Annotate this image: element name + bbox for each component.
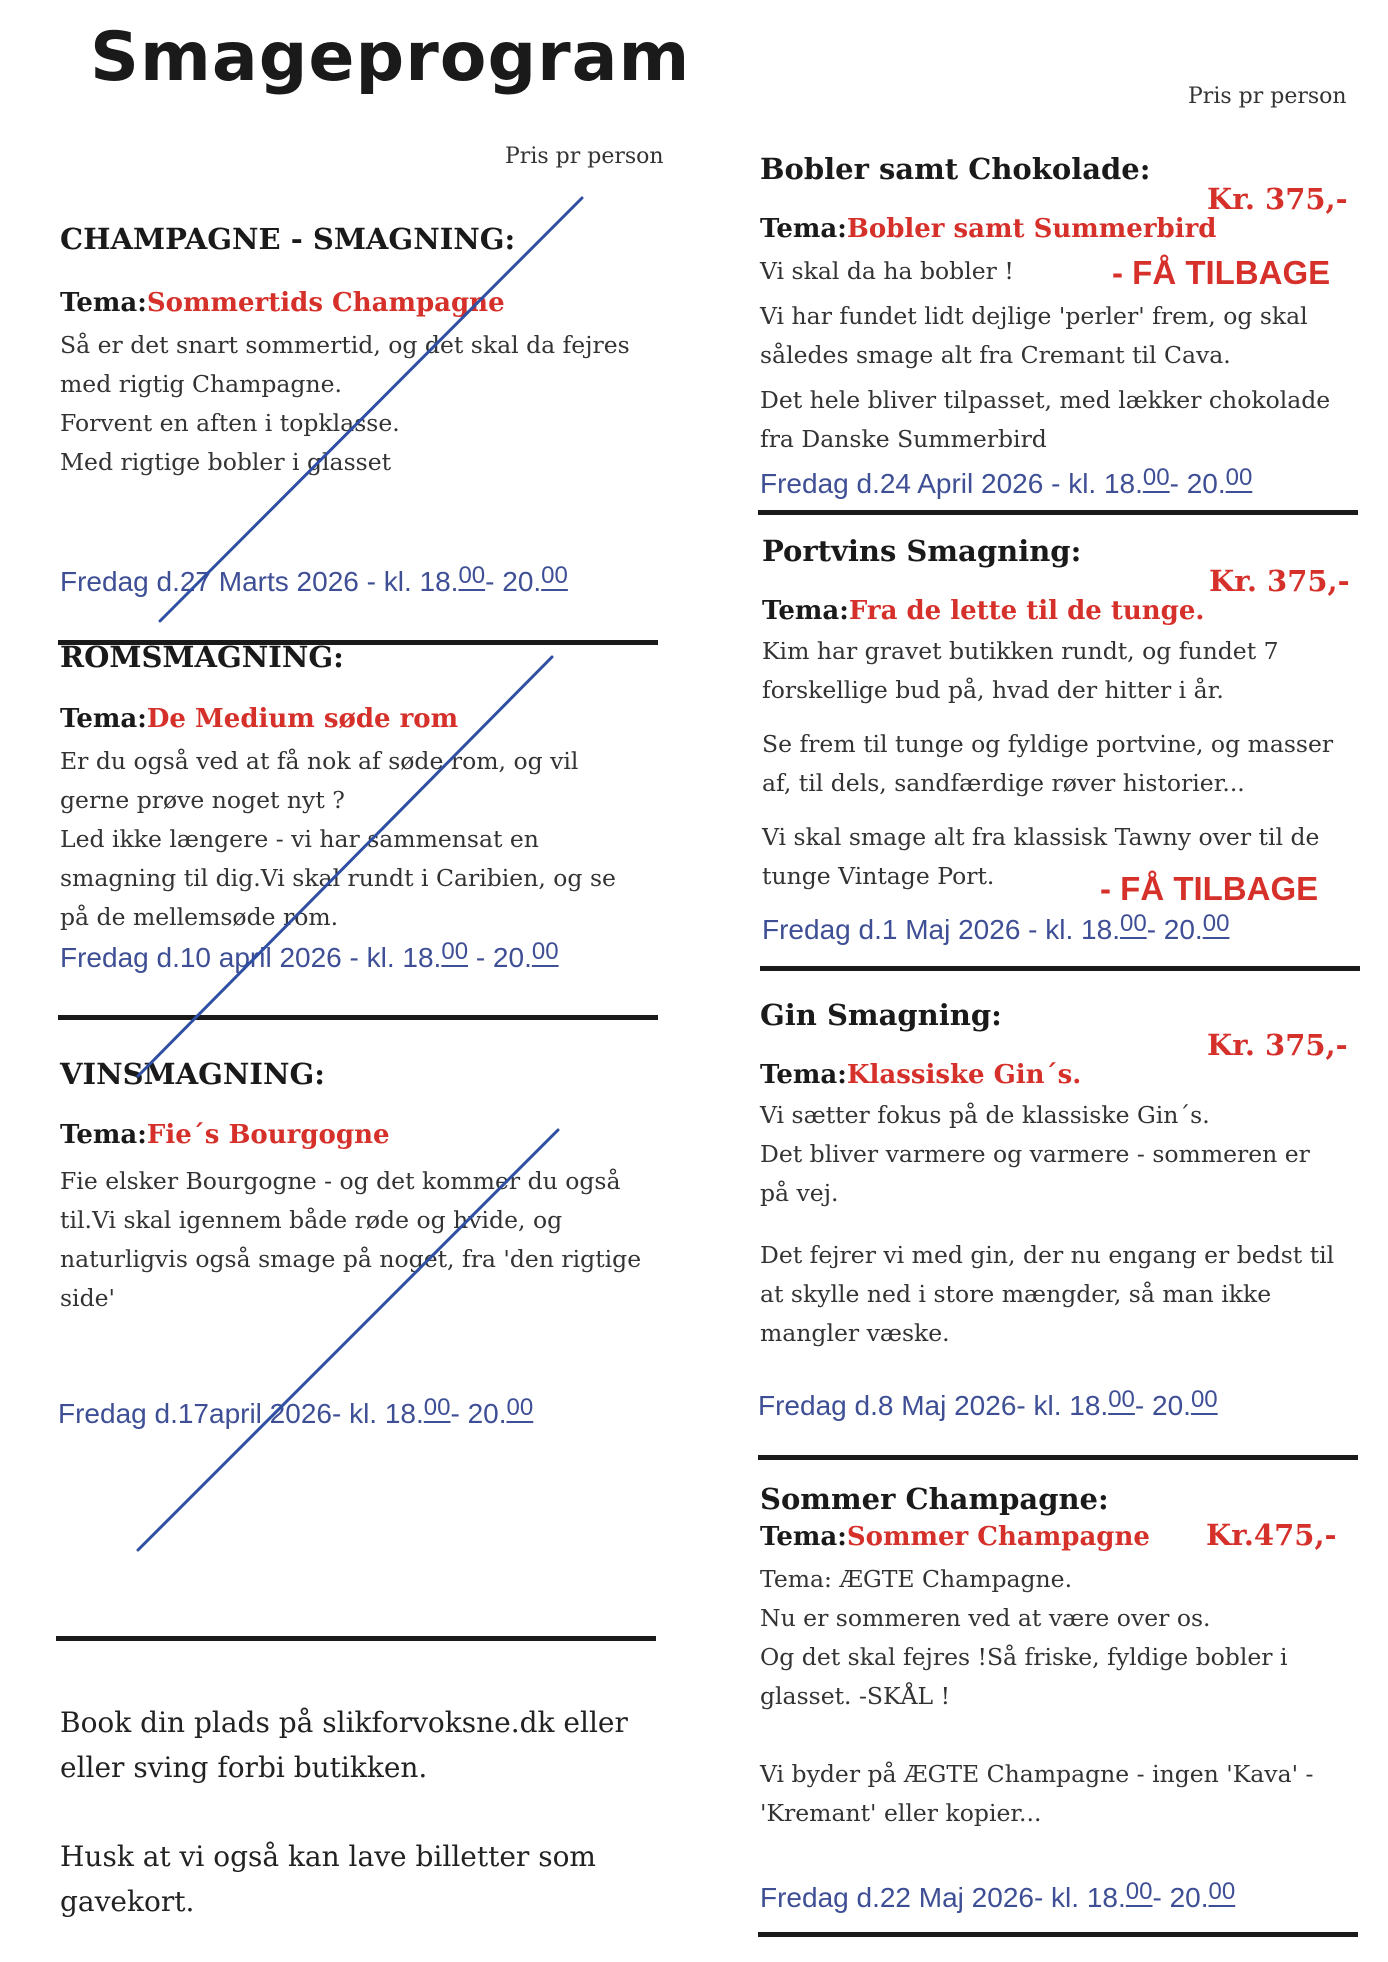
tema-value: Sommer Champagne (846, 1522, 1150, 1552)
date-mid: - 20. (1146, 914, 1203, 945)
date-mid: - 20. (485, 566, 542, 597)
description-line: Det hele bliver tilpasset, med lækker chokolade (760, 386, 1331, 414)
date-minutes: 00 (506, 1394, 534, 1421)
strike-line-champagne (160, 198, 582, 621)
description-line: Så er det snart sommertid, og det skal da fejres (60, 331, 630, 359)
description-line: Fie elsker Bourgogne - og det kommer du også (60, 1167, 621, 1195)
tema-label: Tema: (60, 1120, 147, 1150)
description-line: med rigtig Champagne. (60, 370, 342, 398)
date-minutes: 00 (1142, 464, 1170, 491)
date-mid: - 20. (1152, 1882, 1209, 1913)
date-text: Fredag d.27 Marts 2026 - kl. 18. (60, 566, 459, 597)
description-line: 'Kremant' eller kopier... (760, 1799, 1042, 1827)
description-line: Og det skal fejres !Så friske, fyldige bobler i (760, 1643, 1288, 1671)
description-line: Er du også ved at få nok af søde rom, og vil (60, 747, 579, 775)
description-line: således smage alt fra Cremant til Cava. (760, 341, 1231, 369)
description-line: Det bliver varmere og varmere - sommeren er (760, 1140, 1310, 1168)
date-minutes: 00 (1125, 1878, 1153, 1905)
price-label-left: Pris pr person (505, 144, 664, 169)
description-line: mangler væske. (760, 1319, 950, 1347)
page-title: Smageprogram (90, 18, 691, 97)
tema-label: Tema: (762, 596, 849, 626)
description-line: Vi skal smage alt fra klassisk Tawny over til de (762, 823, 1320, 851)
date-minutes: 00 (1119, 910, 1147, 937)
description-line: Se frem til tunge og fyldige portvine, og masser (762, 730, 1334, 758)
date-minutes: 00 (541, 562, 568, 589)
price-label-right: Pris pr person (1188, 84, 1347, 109)
booking-line: eller sving forbi butikken. (60, 1751, 428, 1784)
date-text: Fredag d.24 April 2026 - kl. 18. (760, 468, 1143, 499)
tema-value: Sommertids Champagne (146, 288, 505, 318)
date-mid: - 20. (450, 1398, 507, 1429)
description-line: til.Vi skal igennem både røde og hvide, og (60, 1206, 563, 1234)
description-line: Kim har gravet butikken rundt, og fundet 7 (762, 637, 1279, 665)
event-heading-bobler: Bobler samt Chokolade: (760, 152, 1151, 186)
description-line: Vi har fundet lidt dejlige 'perler' frem, og skal (760, 302, 1308, 330)
date-minutes: 00 (458, 562, 486, 589)
description-line: på de mellemsøde rom. (60, 903, 339, 931)
date-minutes: 00 (1208, 1878, 1236, 1905)
description-line: gerne prøve noget nyt ? (60, 786, 345, 814)
tema-label: Tema: (60, 704, 147, 734)
description-line: Nu er sommeren ved at være over os. (760, 1604, 1211, 1632)
giftcard-line: Husk at vi også kan lave billetter som (60, 1840, 596, 1873)
tema-value: Fra de lette til de tunge. (848, 596, 1205, 626)
event-price-sommer-champagne: Kr.475,- (1206, 1518, 1337, 1552)
date-text: Fredag d.22 Maj 2026- kl. 18. (760, 1882, 1126, 1913)
giftcard-line: gavekort. (60, 1885, 195, 1918)
date-minutes: 00 (1190, 1386, 1218, 1413)
date-minutes: 00 (1108, 1386, 1135, 1413)
description-line: naturligvis også smage på noget, fra 'den rigtige (60, 1245, 642, 1273)
tema-value: Klassiske Gin´s. (846, 1060, 1082, 1090)
tema-label: Tema: (760, 1060, 847, 1090)
description-line: glasset. -SKÅL ! (760, 1682, 951, 1710)
description-line: Vi skal da ha bobler ! (760, 257, 1014, 285)
tema-value: Bobler samt Summerbird (846, 214, 1217, 244)
date-mid: - 20. (1169, 468, 1226, 499)
tema-value: Fie´s Bourgogne (146, 1120, 390, 1150)
event-heading-gin: Gin Smagning: (760, 998, 1002, 1032)
strike-line-vin (138, 1130, 558, 1550)
description-line: at skylle ned i store mængder, så man ikke (760, 1280, 1272, 1308)
tema-label: Tema: (760, 1522, 847, 1552)
event-heading-rom: ROMSMAGNING: (60, 640, 344, 674)
event-heading-champagne: CHAMPAGNE - SMAGNING: (60, 222, 516, 256)
date-minutes: 00 (423, 1394, 451, 1421)
description-line: forskellige bud på, hvad der hitter i år. (762, 676, 1224, 704)
date-mid: - 20. (1134, 1390, 1191, 1421)
date-minutes: 00 (441, 938, 469, 965)
description-line: Det fejrer vi med gin, der nu engang er bedst til (760, 1241, 1335, 1269)
description-line: Vi sætter fokus på de klassiske Gin´s. (760, 1101, 1210, 1129)
event-heading-portvin: Portvins Smagning: (762, 534, 1082, 568)
date-mid: - 20. (468, 942, 532, 973)
description-line: Led ikke længere - vi har sammensat en (60, 825, 539, 853)
date-minutes: 00 (531, 938, 559, 965)
date-text: Fredag d.17april 2026- kl. 18. (58, 1398, 424, 1429)
event-price-gin: Kr. 375,- (1207, 1028, 1348, 1062)
description-line: på vej. (760, 1179, 839, 1207)
description-line: smagning til dig.Vi skal rundt i Caribien, og se (60, 864, 616, 892)
description-line: fra Danske Summerbird (760, 425, 1047, 453)
sold-out-badge: - FÅ TILBAGE (1100, 870, 1319, 907)
date-text: Fredag d.10 april 2026 - kl. 18. (60, 942, 442, 973)
date-text: Fredag d.8 Maj 2026- kl. 18. (758, 1390, 1109, 1421)
date-minutes: 00 (1202, 910, 1230, 937)
booking-line: Book din plads på slikforvoksne.dk eller (60, 1706, 628, 1739)
description-line: af, til dels, sandfærdige røver historier... (762, 769, 1245, 797)
tema-label: Tema: (60, 288, 147, 318)
tema-value: De Medium søde rom (146, 704, 459, 734)
event-heading-sommer-champagne: Sommer Champagne: (760, 1482, 1109, 1516)
event-price-bobler: Kr. 375,- (1207, 182, 1348, 216)
sold-out-badge: - FÅ TILBAGE (1112, 254, 1331, 291)
date-text: Fredag d.1 Maj 2026 - kl. 18. (762, 914, 1120, 945)
description-line: Med rigtige bobler i glasset (60, 448, 392, 476)
tema-label: Tema: (760, 214, 847, 244)
description-line: Tema: ÆGTE Champagne. (760, 1565, 1073, 1593)
description-line: side' (60, 1284, 115, 1312)
strike-line-rom (138, 657, 552, 1076)
description-line: Vi byder på ÆGTE Champagne - ingen 'Kava' - (760, 1760, 1314, 1788)
description-line: Forvent en aften i topklasse. (60, 409, 400, 437)
event-price-portvin: Kr. 375,- (1209, 564, 1350, 598)
event-heading-vin: VINSMAGNING: (60, 1057, 325, 1091)
description-line: tunge Vintage Port. (762, 862, 995, 890)
date-minutes: 00 (1225, 464, 1253, 491)
